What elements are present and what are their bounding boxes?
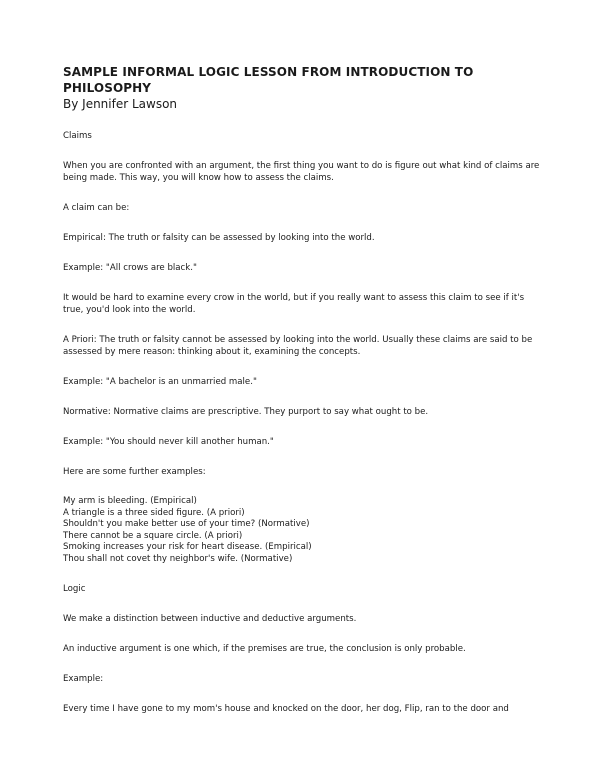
examples-list xyxy=(63,496,543,565)
paragraph: A Priori: The truth or falsity cannot be assessed by looking into the world. Usually these claims are said to be assessed by mere reason: thinking about it, examining the concepts. xyxy=(63,335,533,357)
list-item: Thou shall not covet thy neighbor's wife. (Normative) xyxy=(63,553,293,564)
document-author: By Jennifer Lawson xyxy=(63,97,178,111)
list-item: Smoking increases your risk for heart disease. (Empirical) xyxy=(63,542,312,552)
document-title: SAMPLE INFORMAL LOGIC LESSON FROM INTRODUCTION TO PHILOSOPHY xyxy=(63,65,474,95)
paragraph: Here are some further examples: xyxy=(63,467,206,477)
paragraph: Example: "A bachelor is an unmarried male." xyxy=(63,377,257,387)
list-item: A triangle is a three sided figure. (A priori) xyxy=(63,507,245,518)
document-page xyxy=(63,64,543,733)
list-item: My arm is bleeding. (Empirical) xyxy=(63,496,197,506)
section-heading-logic: Logic xyxy=(63,584,86,594)
paragraph: When you are confronted with an argument, the first thing you want to do is figure out what kind of claims are being made. This way, you will know how to assess the claims. xyxy=(63,161,540,183)
section-heading-claims: Claims xyxy=(63,131,92,141)
paragraph: Example: xyxy=(63,674,104,684)
paragraph: Example: "You should never kill another human." xyxy=(63,437,274,447)
paragraph: An inductive argument is one which, if the premises are true, the conclusion is only probable. xyxy=(63,644,466,654)
list-item: There cannot be a square circle. (A priori) xyxy=(63,530,243,541)
list-item: Shouldn't you make better use of your time? (Normative) xyxy=(63,519,310,529)
paragraph: A claim can be: xyxy=(63,203,130,213)
paragraph: Example: "All crows are black." xyxy=(63,263,197,273)
paragraph: Empirical: The truth or falsity can be assessed by looking into the world. xyxy=(63,233,375,243)
paragraph: It would be hard to examine every crow in the world, but if you really want to assess this claim to see if it's true, you'd look into the world. xyxy=(63,293,525,315)
paragraph: Every time I have gone to my mom's house and knocked on the door, her dog, Flip, ran to the door and xyxy=(63,704,509,714)
paragraph: We make a distinction between inductive and deductive arguments. xyxy=(63,614,357,624)
paragraph: Normative: Normative claims are prescriptive. They purport to say what ought to be. xyxy=(63,407,429,417)
